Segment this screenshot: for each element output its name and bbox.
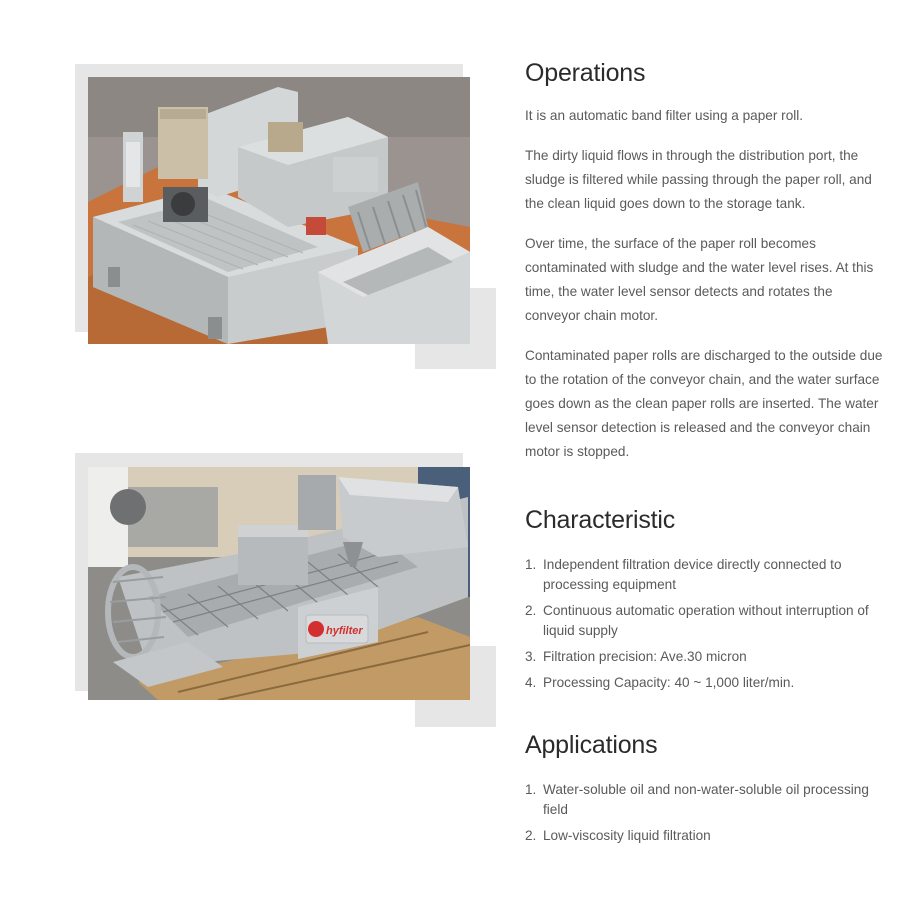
list-item	[525, 555, 887, 595]
operations-title: Operations	[525, 59, 646, 87]
photo-frame-2	[75, 453, 496, 727]
applications-list	[525, 780, 887, 852]
list-item	[525, 826, 887, 846]
list-number: 1.	[525, 782, 537, 797]
photo-frame-1	[75, 64, 496, 369]
list-number: 4.	[525, 675, 537, 690]
applications-title: Applications	[525, 731, 658, 759]
operations-paragraph: Contaminated paper rolls are discharged to the outside due to the rotation of the conveyor chain, and the water surface goes down as the clean paper rolls are inserted. The water level sensor detection is released and the conveyor chain motor is stopped.	[525, 348, 883, 459]
list-number: 1.	[525, 557, 537, 572]
list-item	[525, 647, 887, 667]
list-number: 2.	[525, 828, 537, 843]
list-text: Continuous automatic operation without interruption of liquid supply	[543, 603, 869, 638]
list-item	[525, 673, 887, 693]
list-number: 3.	[525, 649, 537, 664]
list-text: Processing Capacity: 40 ~ 1,000 liter/min.	[543, 675, 795, 690]
list-text: Independent filtration device directly connected to processing equipment	[543, 557, 842, 592]
list-number: 2.	[525, 603, 537, 618]
operations-paragraph: It is an automatic band filter using a paper roll.	[525, 108, 804, 123]
list-item	[525, 601, 887, 641]
operations-paragraph: Over time, the surface of the paper roll becomes contaminated with sludge and the water level rises. At this time, the water level sensor detects and rotates the conveyor chain motor.	[525, 236, 874, 323]
list-text: Water-soluble oil and non-water-soluble oil processing field	[543, 782, 869, 817]
paper-band-filter-photo	[88, 77, 470, 344]
stainless-filter-photo	[88, 467, 470, 700]
hyfilter-logo: hyfilter	[326, 625, 363, 637]
list-text: Filtration precision: Ave.30 micron	[543, 649, 747, 664]
characteristic-title: Characteristic	[525, 506, 676, 534]
operations-paragraph: The dirty liquid flows in through the distribution port, the sludge is filtered while passing through the paper roll, and the clean liquid goes down to the storage tank.	[525, 148, 872, 211]
list-text: Low-viscosity liquid filtration	[543, 828, 711, 843]
list-item	[525, 780, 887, 820]
characteristic-list	[525, 555, 887, 699]
